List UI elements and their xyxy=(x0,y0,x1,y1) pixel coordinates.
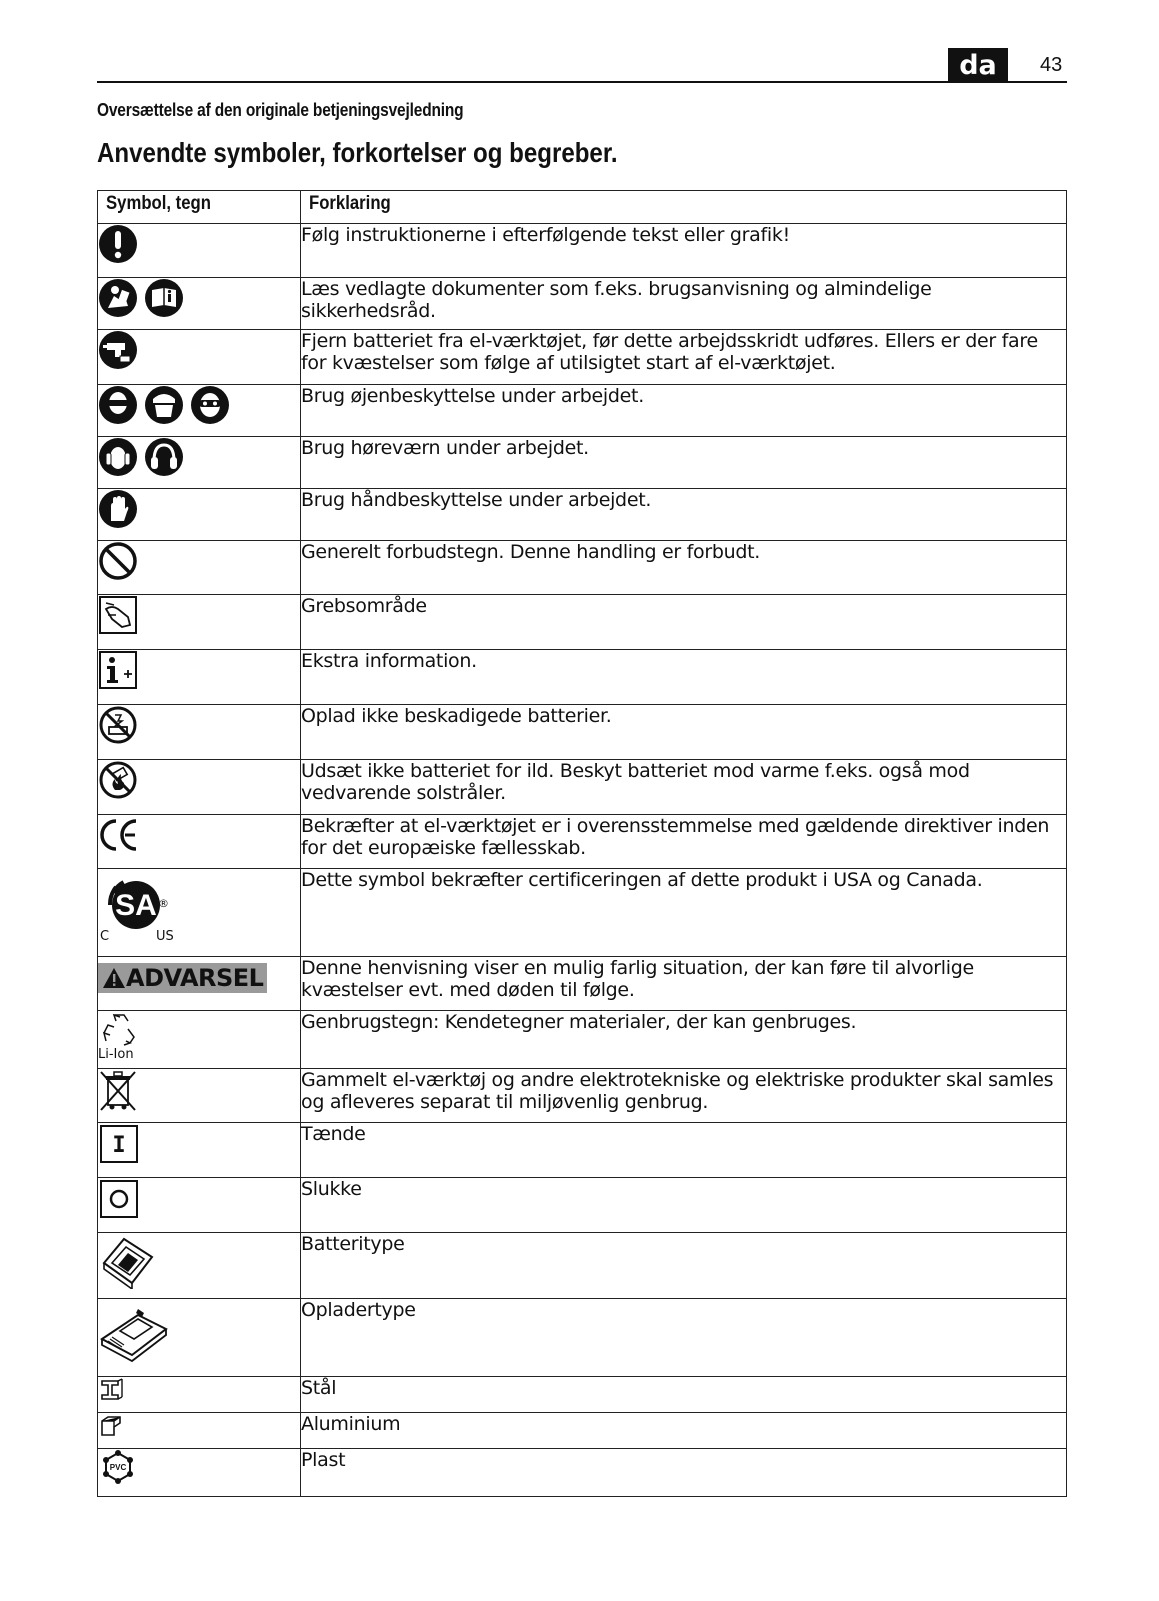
explanation-cell: Følg instruktionerne i efterfølgende tekst eller grafik! xyxy=(301,224,1067,278)
safety-glasses-icon xyxy=(98,385,138,425)
symbol-cell xyxy=(98,869,301,957)
explanation-cell: Dette symbol bekræfter certificeringen af dette produkt i USA og Canada. xyxy=(301,869,1067,957)
symbol-cell xyxy=(98,385,301,437)
table-row xyxy=(98,1377,1067,1413)
table-row xyxy=(98,1233,1067,1299)
pvc-label: PVC xyxy=(109,1463,127,1472)
column-header-explanation: Forklaring xyxy=(301,191,1067,224)
explanation-cell: Batteritype xyxy=(301,1233,1067,1299)
table-row xyxy=(98,1123,1067,1178)
read-documents-icon xyxy=(98,278,138,318)
registered-mark: ® xyxy=(158,897,169,910)
advarsel-label-icon xyxy=(98,963,267,993)
steel-icon xyxy=(98,1377,124,1403)
explanation-cell: Ekstra information. xyxy=(301,650,1067,705)
table-row xyxy=(98,278,1067,330)
symbol-cell xyxy=(98,705,301,760)
symbol-cell xyxy=(98,1413,301,1449)
battery-type-icon xyxy=(98,1233,158,1289)
page-number: 43 xyxy=(1040,54,1063,76)
explanation-cell: Grebsområde xyxy=(301,595,1067,650)
explanation-cell: Denne henvisning viser en mulig farlig situation, der kan føre til alvorlige kvæstelser evt. med døden til følge. xyxy=(301,957,1067,1011)
csa-mark-icon xyxy=(98,869,188,949)
explanation-cell: Brug håndbeskyttelse under arbejdet. xyxy=(301,489,1067,541)
explanation-cell: Slukke xyxy=(301,1178,1067,1233)
li-ion-label: Li-Ion xyxy=(98,1047,134,1062)
table-row xyxy=(98,437,1067,489)
table-row xyxy=(98,595,1067,650)
power-off-icon xyxy=(98,1178,140,1220)
explanation-cell: Fjern batteriet fra el-værktøjet, før dette arbejdsskridt udføres. Ellers er der fare for kvæstelser som følge af utilsigtet start af el-værktøjet. xyxy=(301,330,1067,385)
table-row xyxy=(98,1178,1067,1233)
ear-protection-icon xyxy=(144,437,184,477)
symbol-cell xyxy=(98,541,301,595)
language-tab: da xyxy=(948,48,1008,82)
symbol-cell xyxy=(98,437,301,489)
symbol-cell xyxy=(98,815,301,869)
warning-exclamation-icon xyxy=(98,224,138,264)
symbol-cell xyxy=(98,489,301,541)
symbol-cell xyxy=(98,1299,301,1377)
table-row xyxy=(98,760,1067,815)
on-glyph: I xyxy=(112,1133,126,1158)
table-header-row xyxy=(98,191,1067,224)
symbol-cell xyxy=(98,330,301,385)
symbol-cell xyxy=(98,650,301,705)
header-rule xyxy=(97,81,1067,83)
symbols-table xyxy=(97,190,1067,1497)
weee-bin-icon xyxy=(98,1069,138,1113)
explanation-cell: Udsæt ikke batteriet for ild. Beskyt batteriet mod varme f.eks. også mod vedvarende solstråler. xyxy=(301,760,1067,815)
explanation-cell: Bekræfter at el-værktøjet er i overensstemmelse med gældende direktiver inden for det europæiske fællesskab. xyxy=(301,815,1067,869)
csa-us-label: US xyxy=(156,929,174,944)
charger-type-icon xyxy=(98,1299,170,1363)
explanation-cell: Opladertype xyxy=(301,1299,1067,1377)
symbol-cell xyxy=(98,278,301,330)
table-row xyxy=(98,489,1067,541)
explanation-cell: Plast xyxy=(301,1449,1067,1497)
page-title: Anvendte symboler, forkortelser og begreber. xyxy=(97,137,618,168)
aluminium-icon xyxy=(98,1413,124,1439)
table-row xyxy=(98,541,1067,595)
explanation-cell: Stål xyxy=(301,1377,1067,1413)
symbol-cell xyxy=(98,957,301,1011)
explanation-cell: Genbrugstegn: Kendetegner materialer, der kan genbruges. xyxy=(301,1011,1067,1069)
symbol-cell xyxy=(98,1449,301,1497)
table-row xyxy=(98,650,1067,705)
table-row xyxy=(98,330,1067,385)
plastic-pvc-icon xyxy=(98,1449,138,1487)
table-row xyxy=(98,705,1067,760)
symbol-cell xyxy=(98,224,301,278)
table-row xyxy=(98,385,1067,437)
recycling-li-ion-icon xyxy=(98,1011,158,1061)
explanation-cell: Oplad ikke beskadigede batterier. xyxy=(301,705,1067,760)
table-row xyxy=(98,1449,1067,1497)
symbol-cell xyxy=(98,1233,301,1299)
explanation-cell: Tænde xyxy=(301,1123,1067,1178)
table-row xyxy=(98,1011,1067,1069)
symbol-cell xyxy=(98,1123,301,1178)
explanation-cell: Aluminium xyxy=(301,1413,1067,1449)
goggles-icon xyxy=(190,385,230,425)
table-row xyxy=(98,224,1067,278)
explanation-cell: Brug høreværn under arbejdet. xyxy=(301,437,1067,489)
table-row xyxy=(98,957,1067,1011)
prohibition-icon xyxy=(98,541,138,581)
symbol-cell xyxy=(98,1069,301,1123)
remove-battery-icon xyxy=(98,330,138,370)
table-row xyxy=(98,1069,1067,1123)
csa-c-label: C xyxy=(100,929,110,944)
extra-info-icon xyxy=(98,650,138,690)
manual-info-icon xyxy=(144,278,184,318)
table-row xyxy=(98,869,1067,957)
table-row xyxy=(98,1413,1067,1449)
symbol-cell xyxy=(98,595,301,650)
explanation-cell: Gammelt el-værktøj og andre elektrotekniske og elektriske produkter skal samles og afleveres separat til miljøvenlig genbrug. xyxy=(301,1069,1067,1123)
warning-triangle-icon xyxy=(102,967,126,989)
advarsel-text: ADVARSEL xyxy=(126,964,264,992)
table-row xyxy=(98,815,1067,869)
explanation-cell: Læs vedlagte dokumenter som f.eks. brugsanvisning og almindelige sikkerhedsråd. xyxy=(301,278,1067,330)
symbol-cell xyxy=(98,1178,301,1233)
explanation-cell: Brug øjenbeskyttelse under arbejdet. xyxy=(301,385,1067,437)
face-shield-icon xyxy=(144,385,184,425)
no-fire-battery-icon xyxy=(98,760,138,800)
table-row xyxy=(98,1299,1067,1377)
svg-text:SA: SA xyxy=(115,889,157,922)
no-damaged-battery-charge-icon xyxy=(98,705,138,745)
hand-protection-icon xyxy=(98,489,138,529)
symbol-cell xyxy=(98,760,301,815)
power-on-icon xyxy=(98,1123,140,1165)
grip-area-icon xyxy=(98,595,138,635)
symbol-cell xyxy=(98,1377,301,1413)
symbol-cell xyxy=(98,1011,301,1069)
ear-muffs-icon xyxy=(98,437,138,477)
ce-mark-icon xyxy=(98,815,140,855)
document-subtitle: Oversættelse af den originale betjeningsvejledning xyxy=(97,100,464,120)
column-header-symbol: Symbol, tegn xyxy=(98,191,301,224)
explanation-cell: Generelt forbudstegn. Denne handling er forbudt. xyxy=(301,541,1067,595)
